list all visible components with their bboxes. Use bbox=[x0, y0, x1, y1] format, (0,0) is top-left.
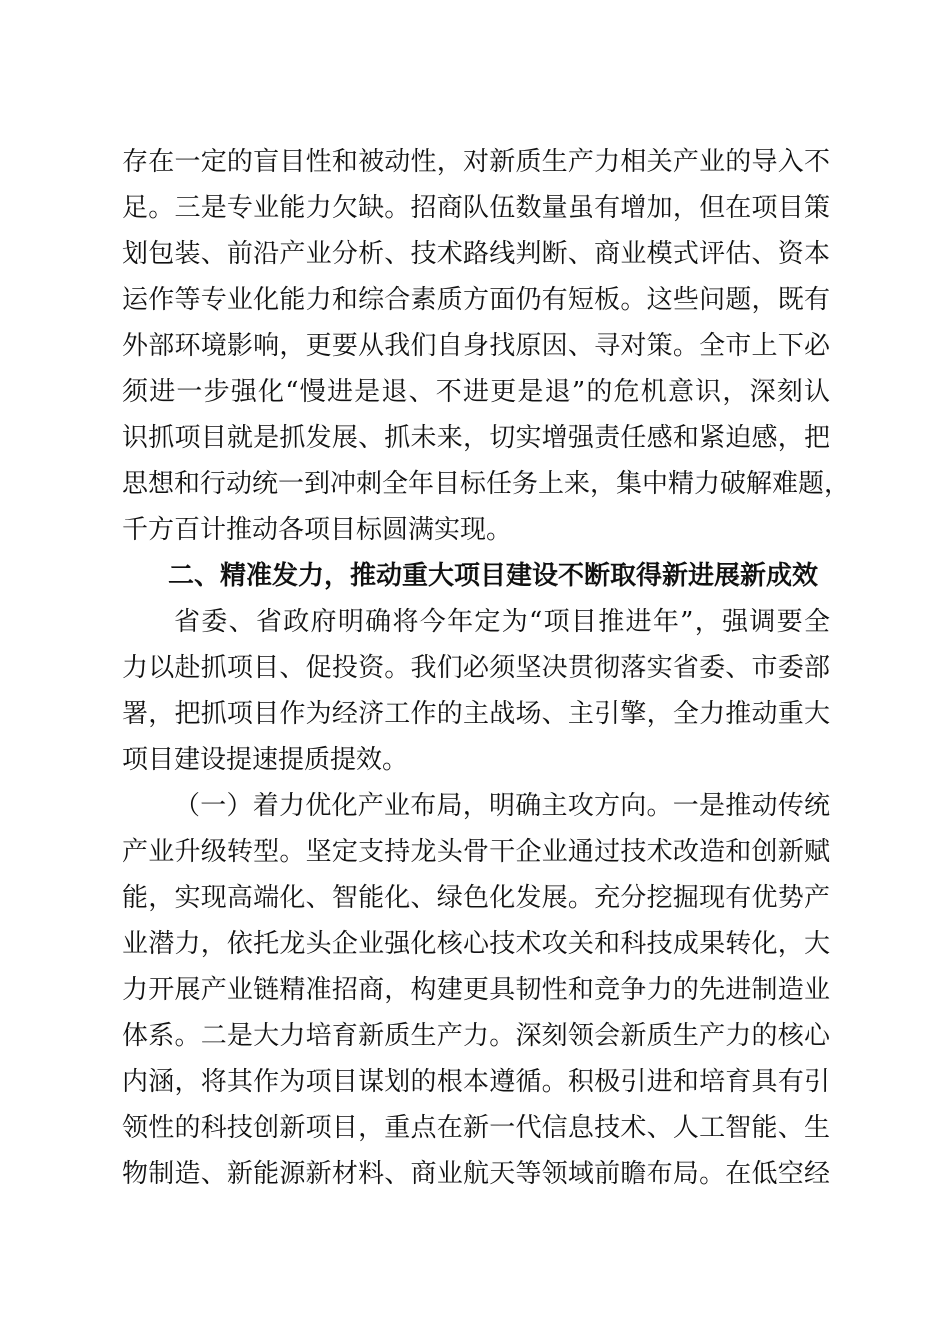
text-line: 运作等专业化能力和综合素质方面仍有短板。这些问题，既有 bbox=[122, 285, 830, 315]
text-line: 项目建设提速提质提效。 bbox=[122, 745, 409, 775]
text-line: 力开展产业链精准招商，构建更具韧性和竞争力的先进制造业 bbox=[122, 975, 830, 1005]
text-line: 外部环境影响，更要从我们自身找原因、寻对策。全市上下必 bbox=[122, 331, 830, 361]
text-line: 识抓项目就是抓发展、抓未来，切实增强责任感和紧迫感，把 bbox=[122, 423, 830, 453]
text-line: （一）着力优化产业布局，明确主攻方向。一是推动传统 bbox=[174, 791, 830, 821]
text-line: 千方百计推动各项目标圆满实现。 bbox=[122, 515, 513, 545]
text-line: 力以赴抓项目、促投资。我们必须坚决贯彻落实省委、市委部 bbox=[122, 653, 830, 683]
text-line: 能，实现高端化、智能化、绿色化发展。充分挖掘现有优势产 bbox=[122, 883, 830, 913]
section-heading: 二、精准发力，推动重大项目建设不断取得新进展新成效 bbox=[168, 561, 819, 591]
text-line: 产业升级转型。坚定支持龙头骨干企业通过技术改造和创新赋 bbox=[122, 837, 830, 867]
text-line: 存在一定的盲目性和被动性，对新质生产力相关产业的导入不 bbox=[122, 147, 830, 177]
text-line: 思想和行动统一到冲刺全年目标任务上来，集中精力破解难题， bbox=[122, 469, 851, 499]
text-line: 署，把抓项目作为经济工作的主战场、主引擎，全力推动重大 bbox=[122, 699, 830, 729]
text-line: 足。三是专业能力欠缺。招商队伍数量虽有增加，但在项目策 bbox=[122, 193, 830, 223]
text-line: 内涵，将其作为项目谋划的根本遵循。积极引进和培育具有引 bbox=[122, 1067, 830, 1097]
text-line: 领性的科技创新项目，重点在新一代信息技术、人工智能、生 bbox=[122, 1113, 830, 1143]
text-line: 体系。二是大力培育新质生产力。深刻领会新质生产力的核心 bbox=[122, 1021, 830, 1051]
text-line: 物制造、新能源新材料、商业航天等领域前瞻布局。在低空经 bbox=[122, 1159, 830, 1189]
text-line: 业潜力，依托龙头企业强化核心技术攻关和科技成果转化，大 bbox=[122, 929, 830, 959]
text-line: 划包装、前沿产业分析、技术路线判断、商业模式评估、资本 bbox=[122, 239, 830, 269]
text-line: 省委、省政府明确将今年定为“项目推进年”，强调要全 bbox=[174, 607, 830, 637]
text-line: 须进一步强化“慢进是退、不进更是退”的危机意识，深刻认 bbox=[122, 377, 830, 407]
